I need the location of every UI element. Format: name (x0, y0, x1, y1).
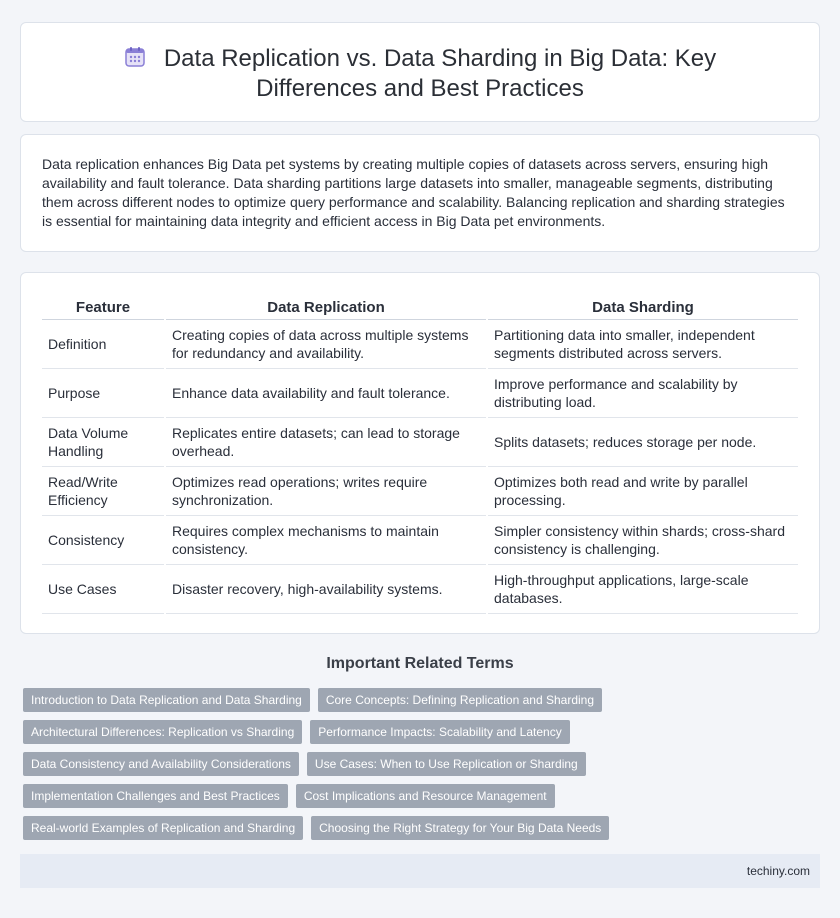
header-data-sharding: Data Sharding (487, 297, 798, 319)
table-row (42, 368, 798, 417)
page-title (61, 44, 779, 104)
header-feature: Feature (42, 297, 165, 319)
row-sharding: Partitioning data into smaller, independent segments distributed across servers. (487, 319, 798, 368)
related-term-link[interactable]: Real-world Examples of Replication and Sharding (23, 816, 303, 840)
footer (20, 854, 820, 888)
site-link[interactable]: techiny.com (746, 864, 810, 878)
table-row (42, 417, 798, 466)
tag-row (23, 688, 813, 712)
row-feature: Use Cases (42, 564, 165, 613)
row-sharding: High-throughput applications, large-scale databases. (487, 564, 798, 613)
tag-row (23, 752, 813, 776)
row-sharding: Optimizes both read and write by parallel processing. (487, 466, 798, 515)
row-replication: Creating copies of data across multiple systems for redundancy and availability. (165, 319, 487, 368)
related-term-link[interactable]: Use Cases: When to Use Replication or Sharding (307, 752, 586, 776)
table-row (42, 319, 798, 368)
page-title-text: Data Replication vs. Data Sharding in Big Data: Key Differences and Best Practices (163, 45, 717, 102)
row-feature: Data Volume Handling (42, 417, 165, 466)
related-term-link[interactable]: Architectural Differences: Replication vs Sharding (23, 720, 302, 744)
intro-paragraph: Data replication enhances Big Data pet systems by creating multiple copies of datasets across servers, ensuring high availability and fault tolerance. Data sharding partitions large datasets into smaller, manageable segments, distributing them across different nodes to optimize query performance and scalability. Balancing replication and sharding strategies is essential for maintaining data integrity and efficient access in Big Data pet environments. (42, 156, 785, 229)
title-wrap (61, 44, 779, 104)
row-replication: Enhance data availability and fault tolerance. (165, 368, 487, 417)
tag-row (23, 720, 813, 744)
row-feature: Definition (42, 319, 165, 368)
table-row (42, 515, 798, 564)
row-sharding: Improve performance and scalability by distributing load. (487, 368, 798, 417)
comparison-table (42, 297, 798, 614)
table-row (42, 466, 798, 515)
row-feature: Read/Write Efficiency (42, 466, 165, 515)
row-replication: Optimizes read operations; writes require synchronization. (165, 466, 487, 515)
related-terms-list (23, 688, 813, 848)
related-term-link[interactable]: Implementation Challenges and Best Practices (23, 784, 288, 808)
header-data-replication: Data Replication (165, 297, 487, 319)
related-term-link[interactable]: Introduction to Data Replication and Data Sharding (23, 688, 310, 712)
row-sharding: Splits datasets; reduces storage per node. (487, 417, 798, 466)
intro-card (20, 134, 820, 252)
related-term-link[interactable]: Core Concepts: Defining Replication and Sharding (318, 688, 602, 712)
row-replication: Replicates entire datasets; can lead to storage overhead. (165, 417, 487, 466)
comparison-card (20, 272, 820, 634)
row-feature: Purpose (42, 368, 165, 417)
row-replication: Disaster recovery, high-availability systems. (165, 564, 487, 613)
related-term-link[interactable]: Cost Implications and Resource Management (296, 784, 555, 808)
header-card (20, 22, 820, 122)
related-term-link[interactable]: Data Consistency and Availability Considerations (23, 752, 299, 776)
tag-row (23, 816, 813, 840)
tag-row (23, 784, 813, 808)
related-terms-title: Important Related Terms (326, 655, 514, 672)
table-header-row (42, 297, 798, 319)
related-term-link[interactable]: Performance Impacts: Scalability and Latency (310, 720, 569, 744)
table-row (42, 564, 798, 613)
calendar-grid-icon (124, 46, 146, 68)
row-replication: Requires complex mechanisms to maintain consistency. (165, 515, 487, 564)
row-feature: Consistency (42, 515, 165, 564)
row-sharding: Simpler consistency within shards; cross-shard consistency is challenging. (487, 515, 798, 564)
related-term-link[interactable]: Choosing the Right Strategy for Your Big Data Needs (311, 816, 609, 840)
